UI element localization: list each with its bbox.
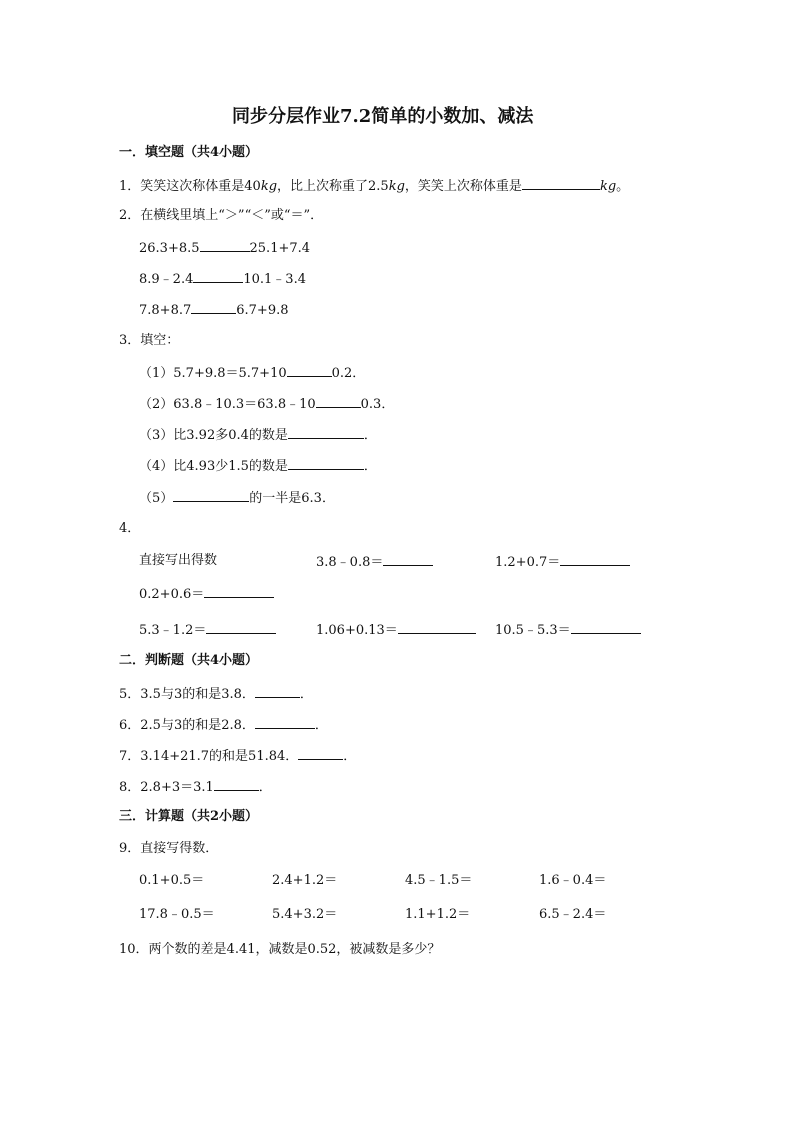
mental-math-item: 1.6﹣0.4＝ xyxy=(539,873,607,888)
section-heading-judge: 二．判断题（共4小题） xyxy=(119,653,259,668)
answer-blank[interactable] xyxy=(571,621,641,634)
answer-blank[interactable] xyxy=(255,685,300,698)
sub-question-text: （4）比4.93少1.5的数是 xyxy=(139,459,288,474)
expression: 1.2+0.7＝ xyxy=(495,555,561,570)
question-3 xyxy=(119,333,179,349)
mental-math-item xyxy=(316,621,476,639)
mental-math-item: 4.5﹣1.5＝ xyxy=(405,873,473,888)
question-end: 。 xyxy=(616,179,630,194)
answer-blank[interactable] xyxy=(298,747,343,760)
compare-row xyxy=(139,301,289,319)
expression-left: 7.8+8.7 xyxy=(139,303,192,318)
answer-blank[interactable] xyxy=(560,553,630,566)
question-text: 6．2.5与3的和是2.8． xyxy=(119,718,255,733)
mental-math-item: 0.1+0.5＝ xyxy=(139,873,205,888)
question-text: ，比上次称重了2.5 xyxy=(277,179,389,194)
sub-question-text: 的一半是6.3． xyxy=(249,491,335,506)
judge-question xyxy=(119,778,272,796)
answer-blank[interactable] xyxy=(193,270,243,283)
question-9: 9．直接写得数． xyxy=(119,841,219,856)
expression-right: 25.1+7.4 xyxy=(249,241,311,256)
answer-blank[interactable] xyxy=(383,553,433,566)
compare-row xyxy=(139,270,306,288)
sub-question-text: 0.2． xyxy=(331,366,366,381)
question-end: ． xyxy=(258,780,272,795)
answer-blank[interactable] xyxy=(206,621,276,634)
answer-blank[interactable] xyxy=(214,778,259,791)
page-title: 同步分层作业7.2简单的小数加、减法 xyxy=(232,106,534,127)
question-text: 在横线里填上“＞”“＜”或“＝”． xyxy=(140,208,324,223)
sub-question xyxy=(139,395,394,413)
question-4 xyxy=(119,521,140,537)
mental-math-item: 6.5﹣2.4＝ xyxy=(539,907,607,922)
sub-question xyxy=(139,426,377,444)
mental-math-item: 17.8﹣0.5＝ xyxy=(139,907,215,922)
mental-math-item xyxy=(495,621,641,639)
question-number: 1． xyxy=(119,179,141,194)
question-end: ． xyxy=(299,687,313,702)
question-text: 笑笑这次称体重是40 xyxy=(140,179,261,194)
sub-question-text: 0.3． xyxy=(360,397,395,412)
question-number: 2． xyxy=(119,208,141,223)
answer-blank[interactable] xyxy=(288,457,364,470)
answer-blank[interactable] xyxy=(200,239,250,252)
sub-question xyxy=(139,457,377,475)
judge-question xyxy=(119,747,356,765)
question-text: 8．2.8+3＝3.1 xyxy=(119,780,214,795)
question-2 xyxy=(119,208,323,224)
expression-right: 10.1﹣3.4 xyxy=(243,272,306,287)
answer-blank[interactable] xyxy=(255,716,315,729)
sub-question-text: （2）63.8﹣10.3＝63.8﹣10 xyxy=(139,397,316,412)
question-text: 5．3.5与3的和是3.8． xyxy=(119,687,255,702)
question-1 xyxy=(119,177,629,195)
sub-question-text: （1）5.7+9.8＝5.7+10 xyxy=(139,366,287,381)
compare-row xyxy=(139,239,310,257)
sub-question-text: ． xyxy=(363,428,377,443)
answer-blank[interactable] xyxy=(522,177,600,190)
expression-right: 6.7+9.8 xyxy=(236,303,289,318)
answer-blank[interactable] xyxy=(398,621,476,634)
question-number: 3． xyxy=(119,333,141,348)
expression: 0.2+0.6＝ xyxy=(139,587,205,602)
section-heading-calculation: 三．计算题（共2小题） xyxy=(119,809,259,824)
sub-question xyxy=(139,364,365,382)
section-heading-fill-blank: 一．填空题（共4小题） xyxy=(119,145,259,160)
sub-question-text: （3）比3.92多0.4的数是 xyxy=(139,428,288,443)
mental-math-item xyxy=(139,621,276,639)
expression: 5.3﹣1.2＝ xyxy=(139,623,207,638)
question-number: 4． xyxy=(119,521,141,536)
answer-blank[interactable] xyxy=(288,426,364,439)
expression: 1.06+0.13＝ xyxy=(316,623,398,638)
sub-question-text: （5） xyxy=(139,491,174,506)
question-end: ． xyxy=(343,749,357,764)
unit-kg: kg xyxy=(599,179,617,194)
question-label: 直接写出得数 xyxy=(139,553,218,568)
answer-blank[interactable] xyxy=(287,364,332,377)
answer-blank[interactable] xyxy=(191,301,236,314)
unit-kg: kg xyxy=(388,179,405,194)
mental-math-item xyxy=(139,585,274,603)
answer-blank[interactable] xyxy=(204,585,274,598)
sub-question-text: ． xyxy=(363,459,377,474)
mental-math-item xyxy=(316,553,433,571)
mental-math-item: 1.1+1.2＝ xyxy=(405,907,471,922)
question-text: 填空： xyxy=(140,333,180,348)
sub-question xyxy=(139,489,335,507)
judge-question xyxy=(119,685,313,703)
answer-blank[interactable] xyxy=(173,489,249,502)
answer-blank[interactable] xyxy=(316,395,361,408)
question-10: 10．两个数的差是4.41，减数是0.52，被减数是多少？ xyxy=(119,942,441,957)
expression-left: 26.3+8.5 xyxy=(139,241,200,256)
mental-math-item: 5.4+3.2＝ xyxy=(272,907,338,922)
expression-left: 8.9﹣2.4 xyxy=(139,272,194,287)
mental-math-item: 2.4+1.2＝ xyxy=(272,873,338,888)
mental-math-item xyxy=(495,553,630,571)
expression: 10.5﹣5.3＝ xyxy=(495,623,571,638)
question-text: 7．3.14+21.7的和是51.84． xyxy=(119,749,299,764)
judge-question xyxy=(119,716,328,734)
expression: 3.8﹣0.8＝ xyxy=(316,555,384,570)
question-text: ，笑笑上次称体重是 xyxy=(404,179,522,194)
question-end: ． xyxy=(314,718,328,733)
unit-kg: kg xyxy=(260,179,278,194)
